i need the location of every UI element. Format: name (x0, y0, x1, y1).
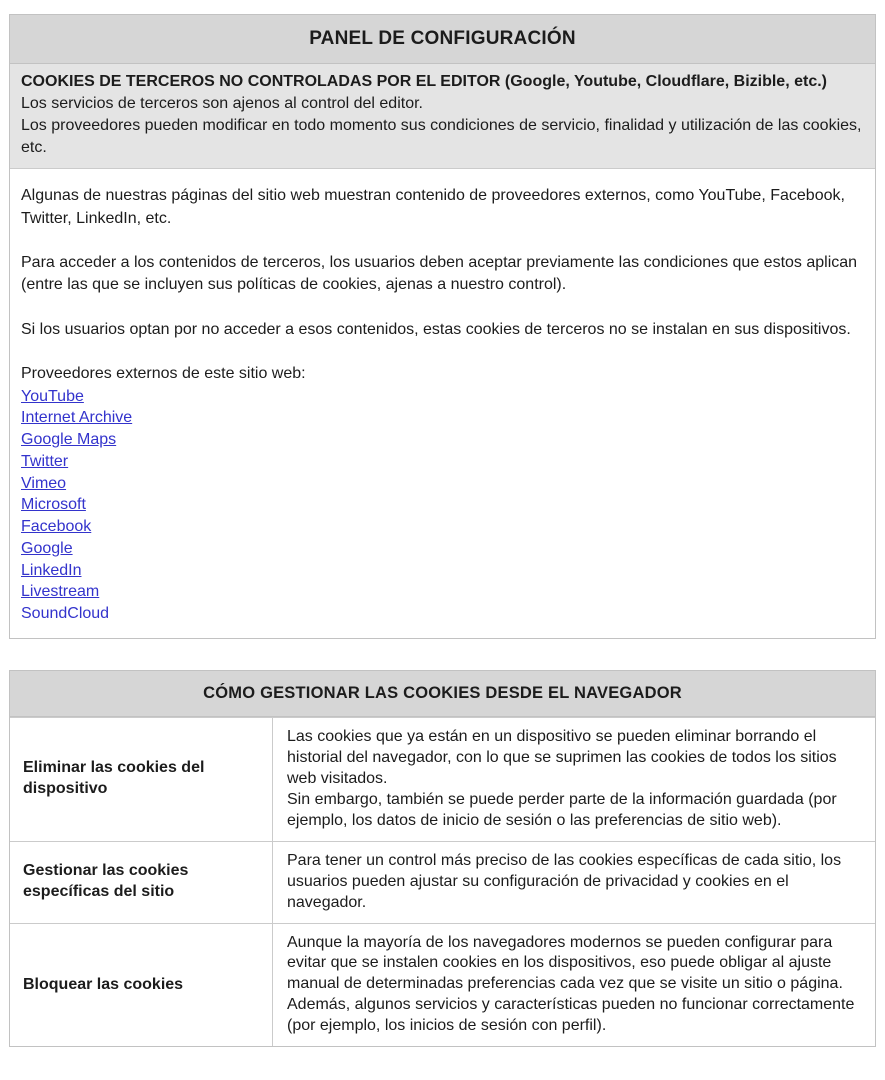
row-label-block-cookies: Bloquear las cookies (10, 924, 273, 1047)
row-text-manage-site-cookies (273, 842, 875, 923)
provider-link-vimeo[interactable]: Vimeo (21, 474, 67, 492)
row-text-delete-cookies (273, 718, 875, 841)
provider-link-soundcloud[interactable]: SoundCloud (21, 605, 110, 623)
third-party-heading: COOKIES DE TERCEROS NO CONTROLADAS POR EL EDITOR (Google, Youtube, Cloudflare, Bizible, etc.) (21, 73, 827, 90)
provider-link-internet-archive[interactable]: Internet Archive (21, 409, 133, 427)
row-text-line: Sin embargo, también se puede perder parte de la información guardada (por ejemplo, los datos de inicio de sesión o las preferencias de sitio web). (287, 790, 837, 829)
third-party-line: Los proveedores pueden modificar en todo momento sus condiciones de servicio, finalidad y utilización de las cookies, etc. (21, 117, 862, 157)
provider-link-microsoft[interactable]: Microsoft (21, 496, 86, 514)
panel-title: PANEL DE CONFIGURACIÓN (10, 15, 875, 64)
table-gap (9, 639, 876, 670)
row-text-line: Para tener un control más preciso de las cookies específicas de cada sitio, los usuarios pueden ajustar su configuración de privacidad y cookies en el navegador. (287, 851, 842, 911)
paragraph-external-content: Algunas de nuestras páginas del sitio web muestran contenido de proveedores externos, como YouTube, Facebook, Twitter, LinkedIn, etc. (21, 187, 845, 227)
panel-body (10, 169, 875, 638)
manage-cookies-table (9, 670, 876, 1047)
row-text-line: Las cookies que ya están en un dispositivo se pueden eliminar borrando el historial del navegador, con lo que se suprimen las cookies de todos los sitios web visitados. (287, 727, 837, 787)
row-label-delete-cookies: Eliminar las cookies del dispositivo (10, 718, 273, 841)
provider-link-twitter[interactable]: Twitter (21, 452, 69, 470)
third-party-cookies-section (10, 64, 875, 169)
row-text-line: Aunque la mayoría de los navegadores modernos se pueden configurar para evitar que se instalen cookies en los dispositivos, eso puede obligar al ajuste manual de determinadas preferencias cada vez que se visite un sitio o página. Además, algunos servicios y características pueden no funcionar correctamente (por ejemplo, los inicios de sesión con perfil). (287, 933, 855, 1035)
table-row (10, 717, 875, 841)
row-text-block-cookies (273, 924, 875, 1047)
config-panel-table (9, 14, 876, 639)
table-row (10, 841, 875, 923)
third-party-line: Los servicios de terceros son ajenos al control del editor. (21, 95, 423, 113)
provider-link-facebook[interactable]: Facebook (21, 518, 92, 536)
provider-link-google[interactable]: Google (21, 539, 73, 557)
paragraph-opt-out: Si los usuarios optan por no acceder a esos contenidos, estas cookies de terceros no se instalan en sus dispositivos. (21, 320, 851, 338)
table-row (10, 923, 875, 1047)
paragraph-accept-conditions: Para acceder a los contenidos de terceros, los usuarios deben aceptar previamente las condiciones que estos aplican (entre las que se incluyen sus políticas de cookies, ajenas a nuestro control). (21, 254, 858, 294)
provider-link-livestream[interactable]: Livestream (21, 583, 100, 601)
manage-table-title: CÓMO GESTIONAR LAS COOKIES DESDE EL NAVEGADOR (10, 671, 875, 717)
providers-label: Proveedores externos de este sitio web: (21, 365, 306, 383)
provider-link-google-maps[interactable]: Google Maps (21, 431, 117, 449)
provider-list (21, 386, 864, 625)
row-label-manage-site-cookies: Gestionar las cookies específicas del sitio (10, 842, 273, 923)
provider-link-linkedin[interactable]: LinkedIn (21, 561, 82, 579)
provider-link-youtube[interactable]: YouTube (21, 387, 84, 405)
